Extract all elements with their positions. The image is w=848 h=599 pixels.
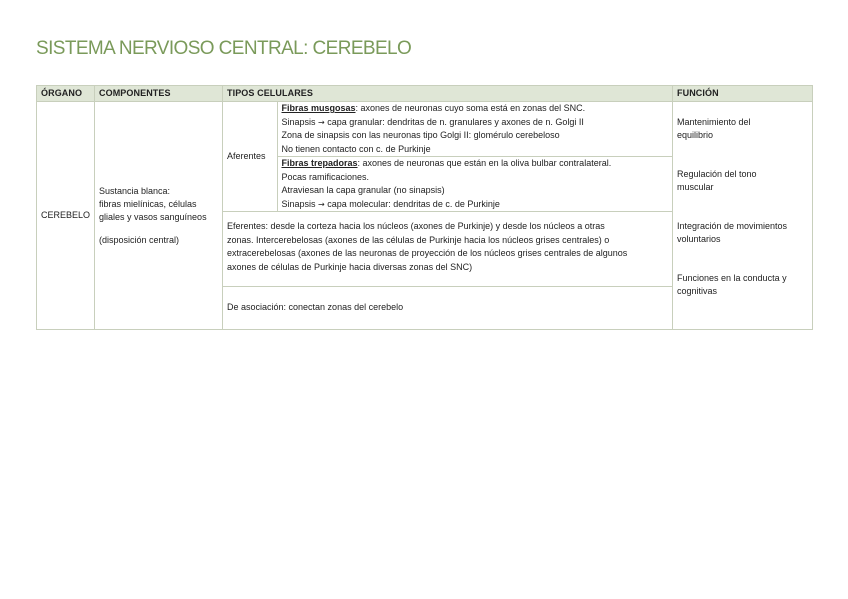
trepadoras-line: Pocas ramificaciones. xyxy=(281,171,370,182)
trepadoras-sinapsis-detail: capa molecular: dendritas de c. de Purkinje xyxy=(324,198,500,209)
componentes-cell xyxy=(95,102,223,330)
componentes-line: Sustancia blanca: xyxy=(99,185,171,196)
funcion-item xyxy=(677,220,808,246)
cerebelo-table xyxy=(36,85,813,330)
funcion-line: Integración de movimientos xyxy=(677,221,788,231)
funcion-line: Funciones en la conducta y xyxy=(677,273,787,283)
arrow-icon: → xyxy=(318,117,325,127)
funcion-line: Regulación del tono xyxy=(677,169,757,179)
table-row xyxy=(37,102,813,330)
componentes-line: fibras mielínicas, células xyxy=(99,198,197,209)
componentes-line: gliales y vasos sanguíneos xyxy=(99,211,207,222)
funcion-line: voluntarios xyxy=(677,234,721,244)
musgosas-sinapsis: Sinapsis xyxy=(281,116,316,127)
musgosas-desc: : axones de neuronas cuyo soma está en zonas del SNC. xyxy=(355,103,586,113)
eferentes-line: extracerebelosas (axones de las neuronas de proyección de los núcleos grises centrales de algunos xyxy=(227,248,628,258)
funcion-line: Mantenimiento del xyxy=(677,117,751,127)
page-title: SISTEMA NERVIOSO CENTRAL: CEREBELO xyxy=(36,38,412,59)
header-funcion: FUNCIÓN xyxy=(673,86,813,102)
aferentes-label: Aferentes xyxy=(223,102,277,212)
musgosas-name: Fibras musgosas xyxy=(281,103,356,113)
musgosas-line: No tienen contacto con c. de Purkinje xyxy=(281,143,431,154)
musgosas-line: Zona de sinapsis con las neuronas tipo Golgi II: glomérulo cerebeloso xyxy=(281,130,560,140)
header-row xyxy=(37,86,813,102)
arrow-icon: → xyxy=(318,199,325,209)
componentes-line: (disposición central) xyxy=(99,234,180,245)
header-tipos-celulares: TIPOS CELULARES xyxy=(223,86,673,102)
funcion-item xyxy=(677,168,808,194)
organo-cell: CEREBELO xyxy=(37,102,95,330)
trepadoras-line: Atraviesan la capa granular (no sinapsis) xyxy=(281,185,445,195)
musgosas-cell xyxy=(277,102,672,157)
funcion-item xyxy=(677,116,808,142)
funcion-line: muscular xyxy=(677,182,714,192)
funcion-cell xyxy=(673,102,813,330)
trepadoras-sinapsis: Sinapsis xyxy=(281,198,316,209)
asociacion-cell: De asociación: conectan zonas del cerebelo xyxy=(223,287,672,330)
header-componentes: COMPONENTES xyxy=(95,86,223,102)
eferentes-line: zonas. Intercerebelosas (axones de las células de Purkinje hacia los núcleos grises centrales) o xyxy=(227,234,610,245)
trepadoras-cell xyxy=(277,157,672,212)
header-organo: ÓRGANO xyxy=(37,86,95,102)
trepadoras-desc: : axones de neuronas que están en la oliva bulbar contralateral. xyxy=(357,158,612,168)
tipos-inner-table xyxy=(223,102,672,329)
musgosas-sinapsis-detail: capa granular: dendritas de n. granulares y axones de n. Golgi II xyxy=(324,116,584,127)
funcion-item xyxy=(677,272,808,298)
trepadoras-name: Fibras trepadoras xyxy=(281,158,358,168)
funcion-line: equilibrio xyxy=(677,130,714,140)
tipos-celulares-cell xyxy=(223,102,673,330)
eferentes-line: axones de células de Purkinje hacia diversas zonas del SNC) xyxy=(227,261,473,272)
funcion-line: cognitivas xyxy=(677,286,718,296)
eferentes-line: Eferentes: desde la corteza hacia los núcleos (axones de Purkinje) y desde los núcleos a otras xyxy=(227,221,605,231)
eferentes-cell xyxy=(223,212,672,287)
